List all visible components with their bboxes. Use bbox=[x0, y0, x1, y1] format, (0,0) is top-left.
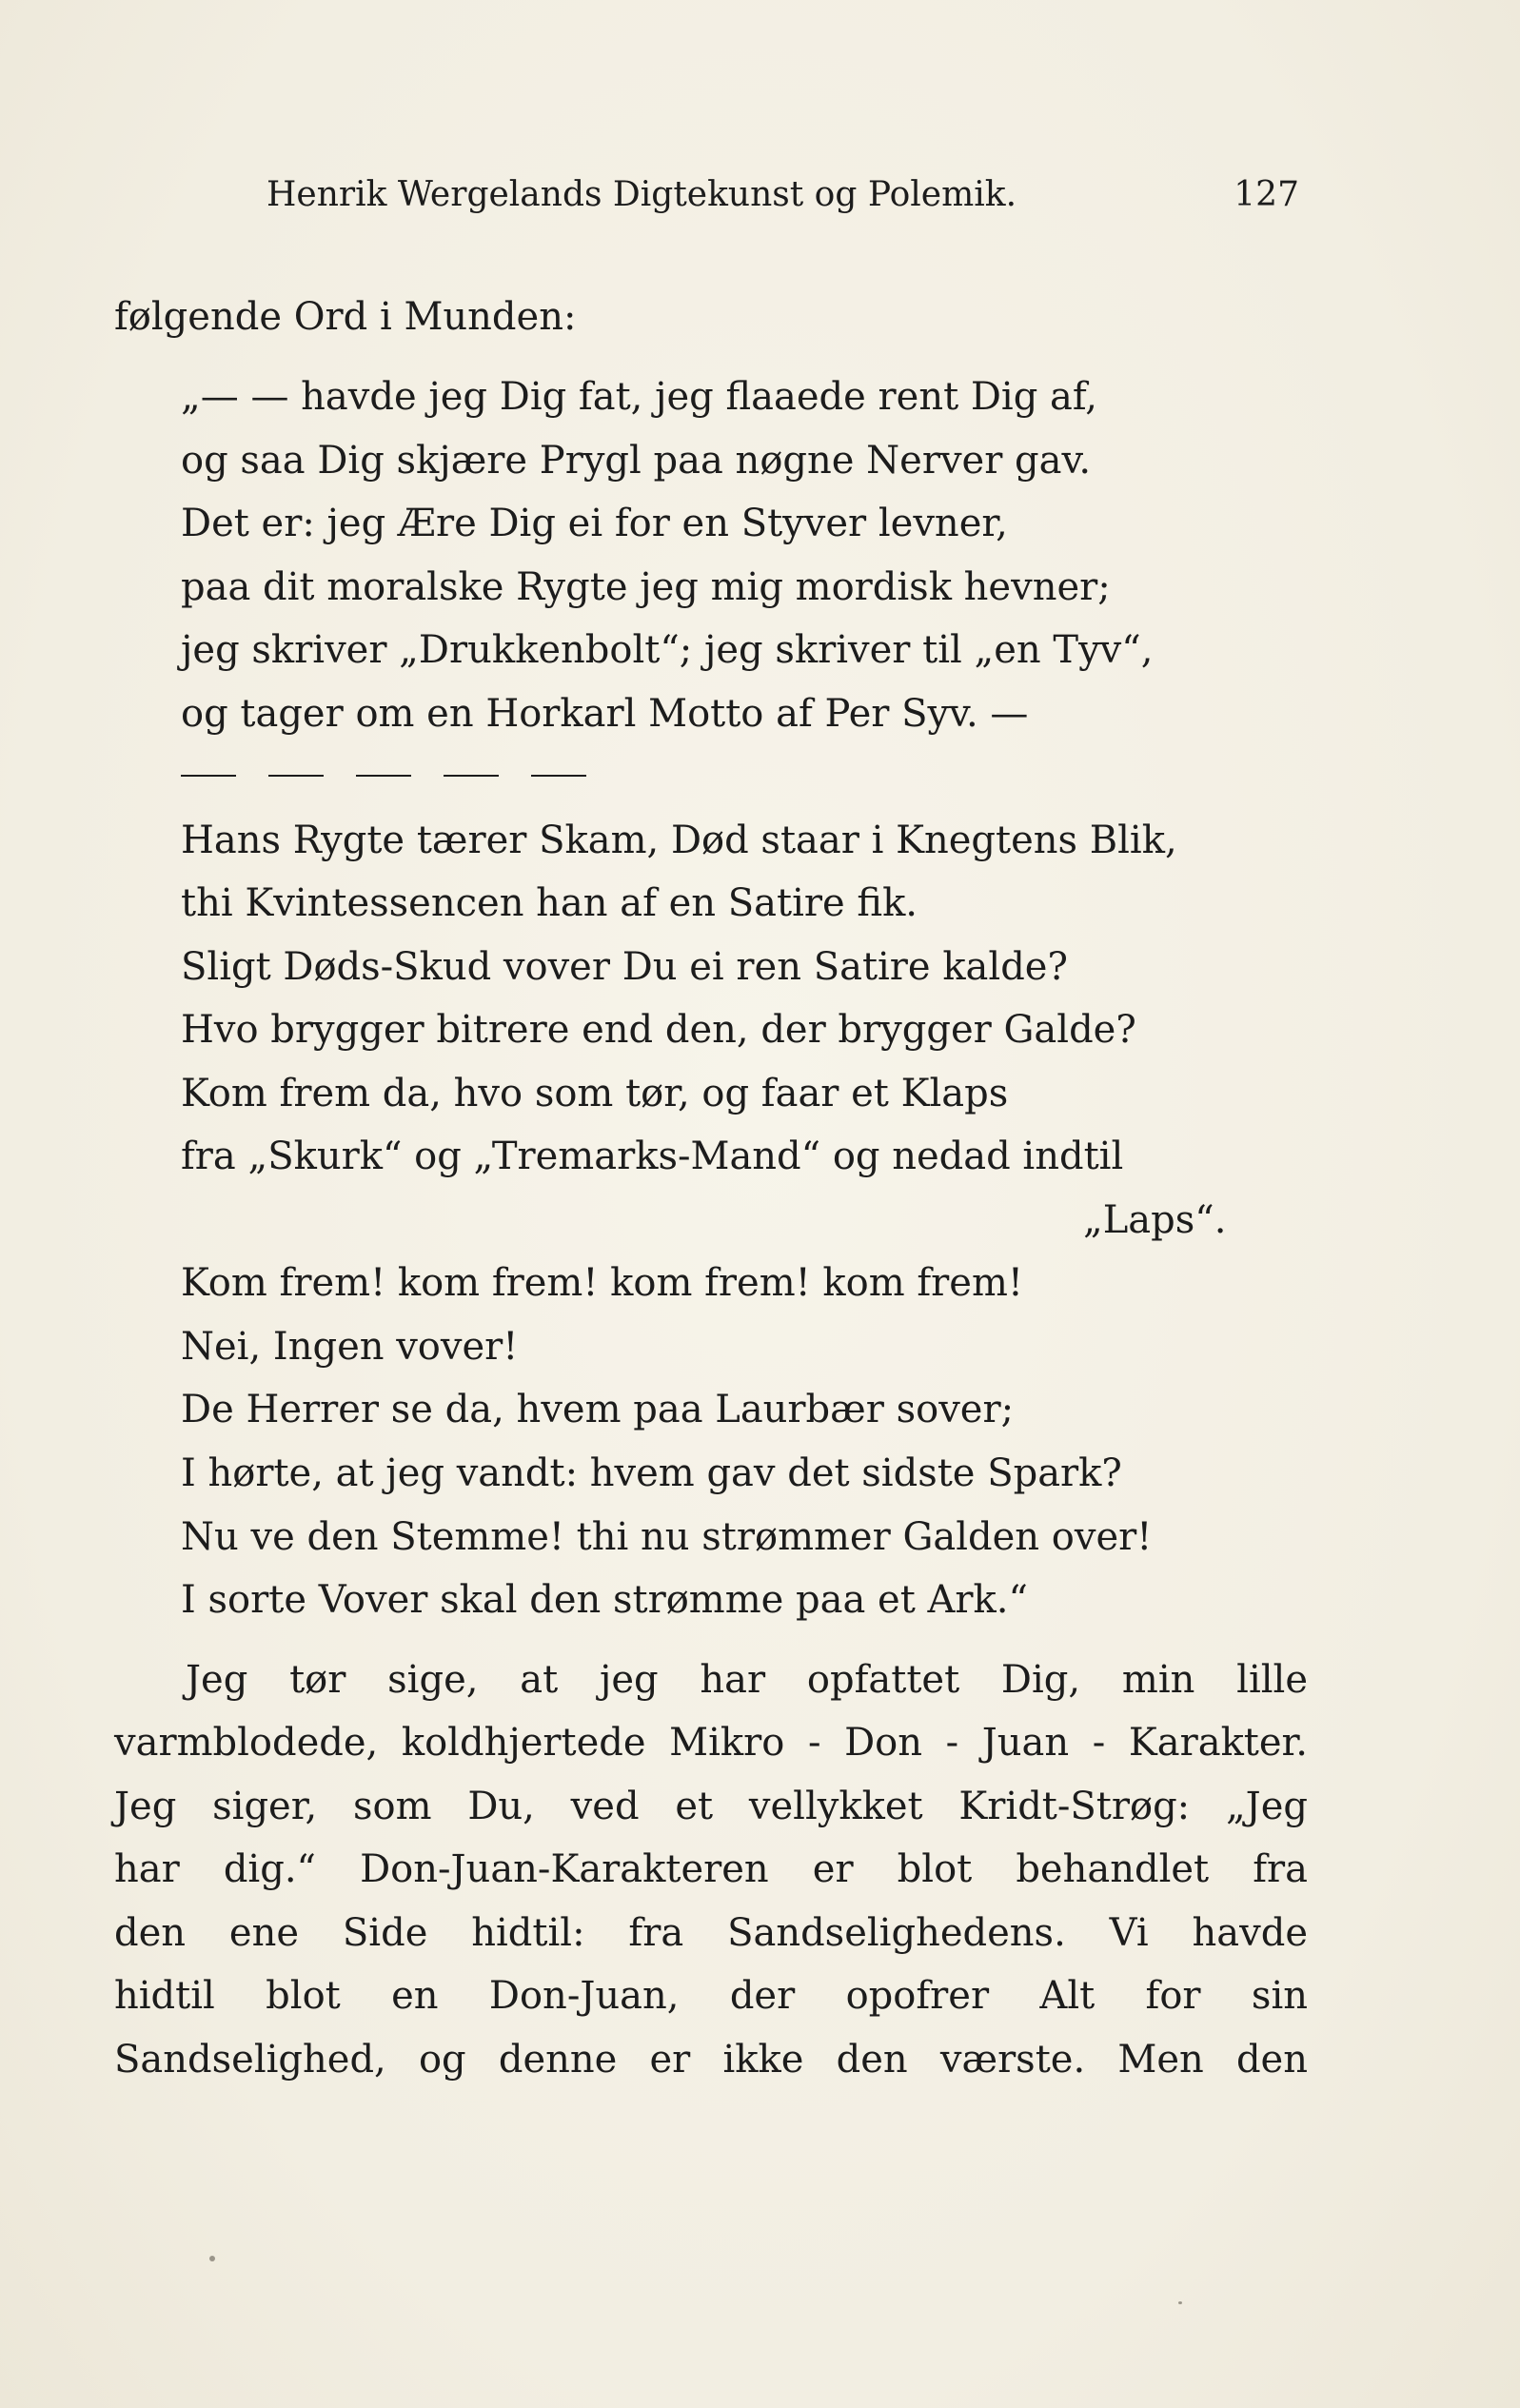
verse-line: „— — havde jeg Dig fat, jeg flaaede rent Dig af, bbox=[181, 375, 1097, 419]
verse-line: Nu ve den Stemme! thi nu strømmer Galden over! bbox=[181, 1515, 1153, 1559]
prose-line: Sandselighed, og denne er ikke den værste. Men den bbox=[114, 2038, 1308, 2082]
prose-line: har dig.“ Don-Juan-Karakteren er blot behandlet fra bbox=[114, 1847, 1308, 1891]
dash bbox=[444, 775, 499, 777]
prose-line: hidtil blot en Don-Juan, der opofrer Alt for sin bbox=[114, 1974, 1308, 2018]
verse-line: I sorte Vover skal den strømme paa et Ark.“ bbox=[181, 1578, 1028, 1622]
running-title: Henrik Wergelands Digtekunst og Polemik. bbox=[266, 175, 1017, 214]
verse-line: Kom frem da, hvo som tør, og faar et Klaps bbox=[181, 1072, 1009, 1115]
verse-line: og saa Dig skjære Prygl paa nøgne Nerver gav. bbox=[181, 439, 1092, 483]
dash bbox=[531, 775, 586, 777]
verse-line: Hans Rygte tærer Skam, Død staar i Knegtens Blik, bbox=[181, 819, 1177, 862]
verse-line: paa dit moralske Rygte jeg mig mordisk hevner; bbox=[181, 565, 1111, 609]
page-number: 127 bbox=[1234, 175, 1299, 214]
verse-line-continuation: „Laps“. bbox=[1083, 1198, 1227, 1242]
verse-line: Det er: jeg Ære Dig ei for en Styver levner, bbox=[181, 502, 1008, 545]
verse-line: I hørte, at jeg vandt: hvem gav det sidste Spark? bbox=[181, 1451, 1122, 1495]
prose-line: Jeg tør sige, at jeg har opfattet Dig, min lille bbox=[186, 1658, 1308, 1702]
verse-line: fra „Skurk“ og „Tremarks-Mand“ og nedad indtil bbox=[181, 1135, 1124, 1178]
prose-line: den ene Side hidtil: fra Sandselighedens. Vi havde bbox=[114, 1911, 1308, 1955]
verse-line: Sligt Døds-Skud vover Du ei ren Satire kalde? bbox=[181, 945, 1068, 989]
dash bbox=[356, 775, 411, 777]
verse-line: thi Kvintessencen han af en Satire fik. bbox=[181, 881, 918, 925]
verse-line: Hvo brygger bitrere end den, der brygger Galde? bbox=[181, 1008, 1136, 1052]
paper-speck bbox=[1178, 2301, 1182, 2304]
verse-line: Kom frem! kom frem! kom frem! kom frem! bbox=[181, 1261, 1023, 1305]
verse-line: jeg skriver „Drukkenbolt“; jeg skriver til „en Tyv“, bbox=[181, 628, 1154, 672]
paper-speck bbox=[209, 2256, 215, 2261]
verse-line: Nei, Ingen vover! bbox=[181, 1325, 519, 1369]
verse-line: og tager om en Horkarl Motto af Per Syv. — bbox=[181, 692, 1029, 736]
omission-dashes bbox=[181, 771, 657, 780]
prose-line: Jeg siger, som Du, ved et vellykket Kridt-Strøg: „Jeg bbox=[114, 1785, 1308, 1828]
verse-line: De Herrer se da, hvem paa Laurbær sover; bbox=[181, 1388, 1015, 1431]
dash bbox=[181, 775, 236, 777]
prose-line: varmblodede, koldhjertede Mikro - Don - Juan - Karakter. bbox=[114, 1721, 1308, 1765]
intro-line: følgende Ord i Munden: bbox=[114, 295, 577, 339]
dash bbox=[268, 775, 324, 777]
running-header bbox=[266, 171, 1299, 219]
